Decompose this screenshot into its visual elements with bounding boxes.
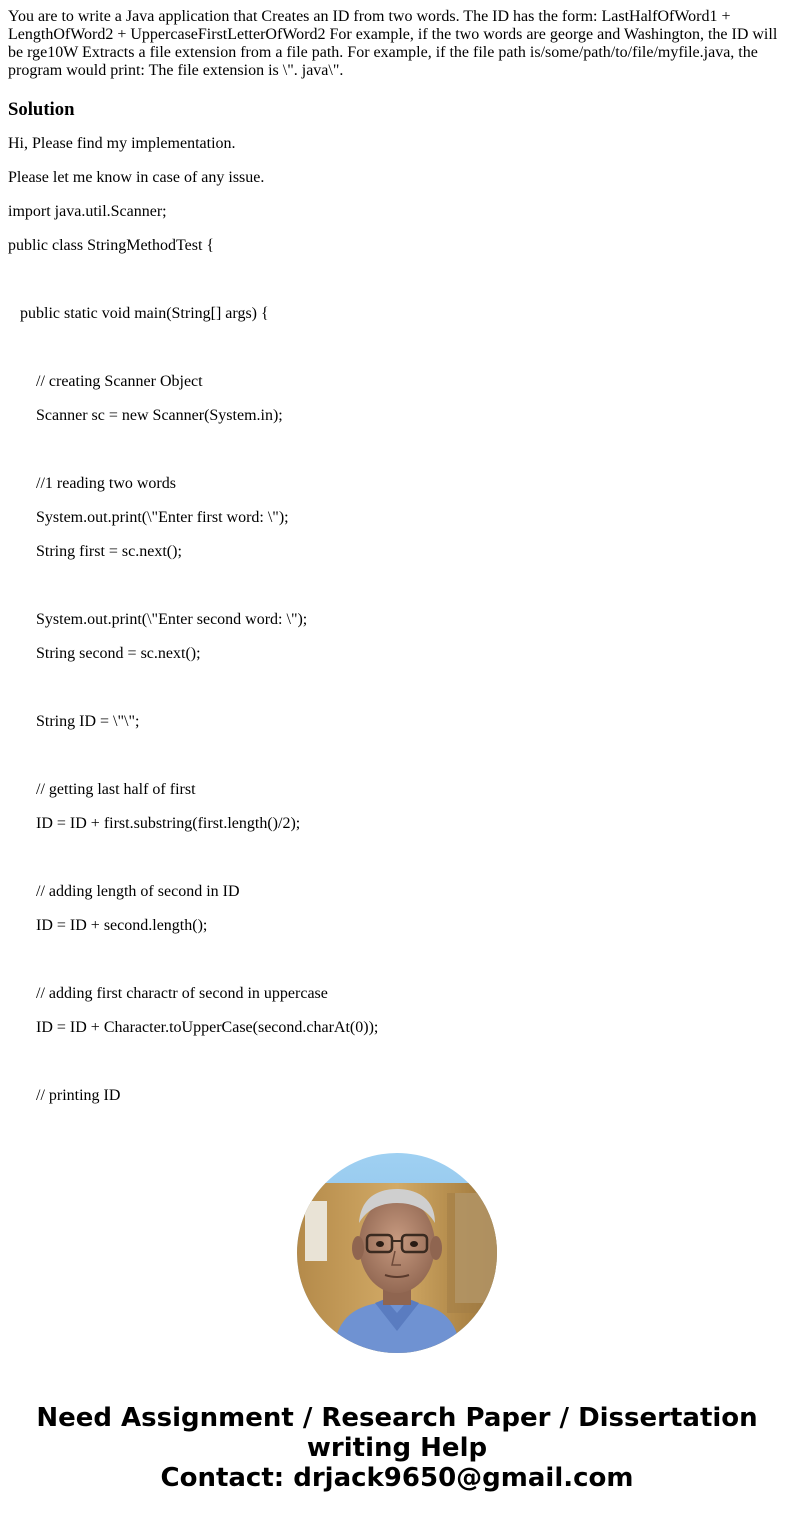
code-line: // getting last half of first — [36, 781, 196, 798]
code-line: String first = sc.next(); — [36, 543, 182, 560]
blank-line — [8, 441, 786, 475]
solution-line: public class StringMethodTest { — [8, 237, 215, 254]
code-line: //1 reading two words — [36, 475, 176, 492]
solution-line: Please let me know in case of any issue. — [8, 169, 265, 186]
code-line: // creating Scanner Object — [36, 373, 203, 390]
solution-heading: Solution — [8, 99, 75, 120]
code-line: Scanner sc = new Scanner(System.in); — [36, 407, 283, 424]
promo-line: writing Help — [306, 1433, 488, 1463]
promo-banner — [0, 1403, 794, 1493]
code-line: String ID = \"\"; — [36, 713, 140, 730]
code-line: // adding length of second in ID — [36, 883, 240, 900]
blank-line — [8, 747, 786, 781]
blank-line — [8, 679, 786, 713]
solution-body — [8, 135, 786, 1121]
code-line: public static void main(String[] args) { — [20, 305, 269, 322]
code-line: ID = ID + first.substring(first.length()/2); — [36, 815, 301, 832]
blank-line — [8, 339, 786, 373]
code-line: // adding first charactr of second in uppercase — [36, 985, 328, 1002]
blank-line — [8, 1053, 786, 1087]
solution-line: import java.util.Scanner; — [8, 203, 167, 220]
avatar — [297, 1153, 497, 1353]
code-line: // printing ID — [36, 1087, 121, 1104]
code-line: ID = ID + second.length(); — [36, 917, 208, 934]
code-line: String second = sc.next(); — [36, 645, 201, 662]
code-line: System.out.print(\"Enter first word: \"); — [36, 509, 289, 526]
blank-line — [8, 849, 786, 883]
person-photo-avatar-icon — [297, 1153, 497, 1353]
solution-line: Hi, Please find my implementation. — [8, 135, 236, 152]
question-text: You are to write a Java application that Creates an ID from two words. The ID has the form: LastHalfOfWord1 + LengthOfWord2 + UppercaseFirstLetterOfWord2 For example, if the two words are george and Washington, the ID will be rge10W Extracts a file extension from a file path. For example, if the file path is/some/path/to/file/myfile.java, the program would print: The file extension is \". java\". — [8, 8, 778, 79]
blank-line — [8, 577, 786, 611]
promo-contact: Contact: drjack9650@gmail.com — [160, 1463, 634, 1493]
promo-line: Need Assignment / Research Paper / Dissertation — [36, 1403, 758, 1433]
blank-line — [8, 951, 786, 985]
code-line: System.out.print(\"Enter second word: \"); — [36, 611, 308, 628]
document-body — [8, 8, 786, 1121]
blank-line — [8, 271, 786, 305]
code-line: ID = ID + Character.toUpperCase(second.charAt(0)); — [36, 1019, 379, 1036]
